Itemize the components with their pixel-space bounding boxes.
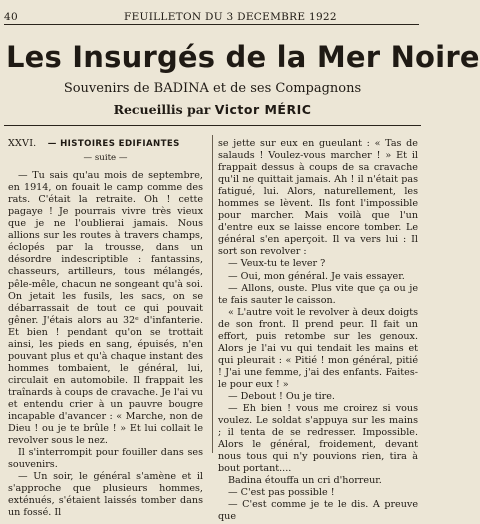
page-header — [4, 10, 419, 25]
paragraph: « L'autre voit le revolver à deux doigts de son front. Il prend peur. Il fait un effort, puis retombe sur les genoux. Alors je l'ai vu qui tendait les mains et qui pleurait : « Pitié ! mon général, pitié ! J'ai une femme, j'ai des enfants. Faites-le pour eux ! » — [218, 306, 418, 390]
paragraph: — C'est pas possible ! — [228, 487, 335, 499]
folio-line: FEUILLETON DU 3 DECEMBRE 1922 — [124, 11, 337, 23]
paragraph: — Oui, mon général. Je vais essayer. — [228, 270, 405, 282]
paragraph: — Veux-tu te lever ? — [228, 258, 326, 270]
chapter-heading — [8, 138, 203, 150]
page-number: 40 — [4, 11, 18, 23]
chapter-number: XXVI. — [8, 138, 37, 149]
suite-label: — suite — — [83, 153, 128, 164]
chapter-title: — HISTOIRES EDIFIANTES — [47, 139, 180, 149]
byline-prefix: Recueillis par — [113, 102, 211, 117]
left-column — [8, 138, 203, 519]
paragraph: — Allons, ouste. Plus vite que ça ou je te fais sauter le caisson. — [218, 282, 418, 306]
paragraph: — Un soir, le général s'amène et il s'approche que plusieurs hommes, exténués, s'étaient laissés tomber dans un fossé. Il — [8, 471, 203, 519]
serial-subtitle: Souvenirs de BADINA et de ses Compagnons — [63, 81, 362, 96]
header-rule — [4, 125, 421, 126]
paragraph: — Debout ! Ou je tire. — [228, 390, 335, 402]
paragraph: — Eh bien ! vous me croirez si vous voulez. Le soldat s'appuya sur les mains ; il tenta de se redresser. Impossible. Alors le général, froidement, devant nous tous qui n'y pouvions rien, tira à bout portant.... — [218, 403, 418, 475]
serial-title: Les Insurgés de la Mer Noire — [6, 40, 480, 74]
paragraph: se jette sur eux en gueulant : « Tas de salauds ! Voulez-vous marcher ! » Et il frappait dessus à coups de sa cravache qu'il ne quittait jamais. Ah ! il n'était pas fatigué, lui. Alors, naturellement, les hommes se lèvent. Ils font l'impossible pour marcher. Mais voilà que l'un d'entre eux se laisse encore tomber. Le général s'en aperçoit. Il va vers lui : Il sort son revolver : — [218, 138, 418, 258]
byline-author: Victor MÉRIC — [214, 102, 312, 117]
byline — [0, 102, 425, 117]
paragraph: Badina étouffa un cri d'horreur. — [228, 475, 382, 487]
paragraph: — Tu sais qu'au mois de septembre, en 1914, on fouait le camp comme des rats. C'était la retraite. Oh ! cette pagaye ! Je pourrais vivre très vieux que je ne l'oublierai jamais. Nous allions sur les routes à travers champs, éclopés par la trousse, dans un désordre indescriptible : fantassins, chasseurs, artilleurs, tous mélangés, pêle-mêle, chacun ne songeant qu'à soi. On jetait les fusils, les sacs, on se débarrassait de tout ce qui pouvait gêner. J'étais alors au 32ᵉ d'infanterie. Et bien ! pendant qu'on se trottait ainsi, les pieds en sang, épuisés, n'en pouvant plus et qu'à chaque instant des hommes tombaient, le général, lui, circulait en automobile. Il frappait les traînards à coups de cravache. Je l'ai vu et entendu crier à un pauvre bougre incapable d'avancer : « Marche, non de Dieu ! ou je te brûle ! » Et lui collait le revolver sous le nez. — [8, 170, 203, 447]
column-divider — [212, 135, 213, 453]
right-column — [218, 138, 418, 524]
paragraph: Il s'interrompit pour fouiller dans ses souvenirs. — [8, 447, 203, 471]
paragraph: — C'est comme je te le dis. A preuve que — [218, 499, 418, 523]
